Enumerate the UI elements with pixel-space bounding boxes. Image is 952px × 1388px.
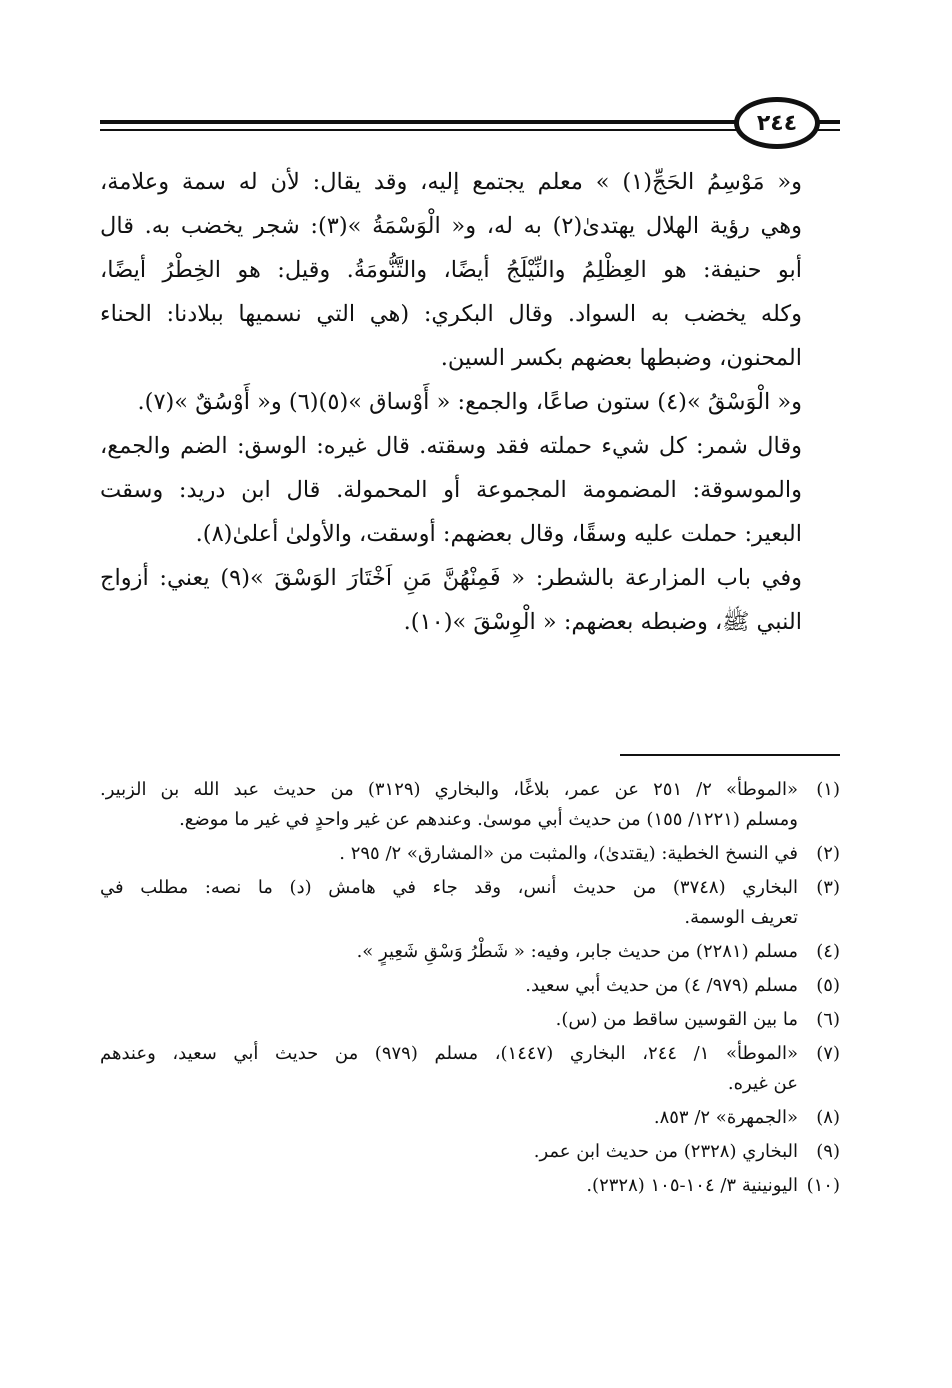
text-line: النبي ﷺ، وضبطه بعضهم: « الْوِسْقَ »(١٠). bbox=[403, 609, 802, 635]
footnote-10 bbox=[100, 1171, 840, 1201]
text-line: و« مَوْسِمُ الحَجِّ(١) » معلم يجتمع إليه، وقد يقال: لأن له سمة وعلامة، bbox=[100, 169, 803, 195]
paragraph-wasq bbox=[100, 380, 840, 556]
footnote-2 bbox=[100, 839, 840, 869]
header-rule bbox=[100, 120, 740, 124]
footnote-line: البخاري (٢٣٢٨) من حديث ابن عمر. bbox=[533, 1141, 798, 1162]
footnote-number: (١٠) bbox=[806, 1175, 840, 1196]
footnote-number: (٨) bbox=[816, 1107, 840, 1128]
text-line: وهي رؤية الهلال يهتدىٰ(٢) به له، و« الْوَسْمَةُ »(٣): شجر يخضب به. قال bbox=[100, 213, 803, 239]
footnote-8 bbox=[100, 1103, 840, 1133]
footnote-number: (٥) bbox=[816, 975, 840, 996]
text-line: والموسوقة: المضمومة المجموعة أو المحمولة. قال ابن دريد: وسقت bbox=[100, 477, 802, 503]
footnote-3 bbox=[100, 873, 840, 933]
text-line: المحنون، وضبطها بعضهم بكسر السين. bbox=[440, 345, 802, 371]
footnote-line: عن غيره. bbox=[727, 1073, 798, 1094]
footnote-number: (١) bbox=[816, 779, 840, 800]
footnote-number: (٤) bbox=[816, 941, 840, 962]
footnote-number: (٢) bbox=[816, 843, 840, 864]
footnote-line: البخاري (٣٧٤٨) من حديث أنس، وقد جاء في هامش (د) ما نصه: مطلب في bbox=[100, 877, 799, 898]
footnote-line: ومسلم (١٢٢١/ ١٥٥) من حديث أبي موسىٰ. وعندهم عن غير واحدٍ في غير ما موضع. bbox=[179, 809, 798, 830]
text-line: وقال شمر: كل شيء حملته فقد وسقته. قال غيره: الوسق: الضم والجمع، bbox=[100, 433, 802, 459]
footnote-6 bbox=[100, 1005, 840, 1035]
footnote-line: «الموطأ» ١/ ٢٤٤، البخاري (١٤٤٧)، مسلم (٩٧٩) من حديث أبي سعيد، وعندهم bbox=[100, 1043, 799, 1064]
footnote-line: مسلم (٩٧٩/ ٤) من حديث أبي سعيد. bbox=[525, 975, 798, 996]
footnote-7 bbox=[100, 1039, 840, 1099]
header-rule-thin bbox=[100, 129, 740, 131]
footnote-separator bbox=[620, 754, 840, 756]
footnote-number: (٧) bbox=[816, 1043, 840, 1064]
footnote-line: «الموطأ» ٢/ ٢٥١ عن عمر، بلاغًا، والبخاري (٣١٢٩) من حديث عبد الله بن الزبير. bbox=[100, 779, 798, 800]
footnote-line: «الجمهرة» ٢/ ٨٥٣. bbox=[653, 1107, 798, 1128]
footnote-line: مسلم (٢٢٨١) من حديث جابر، وفيه: « شَطْرُ وَسْقِ شَعِيرٍ ». bbox=[356, 941, 798, 962]
main-text bbox=[100, 160, 840, 644]
footnote-9 bbox=[100, 1137, 840, 1167]
text-line: أبو حنيفة: هو العِظْلِمُ والنِّيْلَجُ أيضًا، والتَّنُّومَةُ. وقيل: هو الخِطْرُ أيضًا، bbox=[100, 257, 802, 283]
footnote-1 bbox=[100, 775, 840, 835]
footnote-line: تعريف الوسمة. bbox=[684, 907, 798, 928]
footnote-5 bbox=[100, 971, 840, 1001]
page-number: ٢٤٤ bbox=[734, 97, 820, 149]
footnote-number: (٣) bbox=[816, 877, 840, 898]
footnote-4 bbox=[100, 937, 840, 967]
header-rule-right bbox=[818, 120, 840, 124]
footnote-line: ما بين القوسين ساقط من (س). bbox=[555, 1009, 798, 1030]
footnote-number: (٦) bbox=[816, 1009, 840, 1030]
footnote-line: اليونينية ٣/ ١٠٤-١٠٥ (٢٣٢٨). bbox=[586, 1175, 798, 1196]
footnotes bbox=[100, 775, 840, 1205]
footnote-number: (٩) bbox=[816, 1141, 840, 1162]
text-line: و« الْوَسْقُ »(٤) ستون صاعًا، والجمع: « أَوْساق »(٥)(٦) و« أَوْسُقٌ »(٧). bbox=[137, 389, 802, 415]
text-line: وفي باب المزارعة بالشطر: « فَمِنْهُنَّ مَنِ اَخْتَارَ الوَسْقَ »(٩) يعني: أزواج bbox=[100, 565, 803, 591]
text-line: وكله يخضب به السواد. وقال البكري: (هي التي نسميها ببلادنا: الحناء bbox=[100, 301, 802, 327]
footnote-line: في النسخ الخطية: (يقتدىٰ)، والمثبت من «المشارق» ٢/ ٢٩٥ . bbox=[339, 843, 798, 864]
paragraph-muzaraa bbox=[100, 556, 840, 644]
header-rule-right-thin bbox=[818, 129, 840, 131]
text-line: البعير: حملت عليه وسقًا، وقال بعضهم: أوسقت، والأولىٰ أعلىٰ(٨). bbox=[195, 521, 802, 547]
paragraph-wasm bbox=[100, 160, 840, 380]
